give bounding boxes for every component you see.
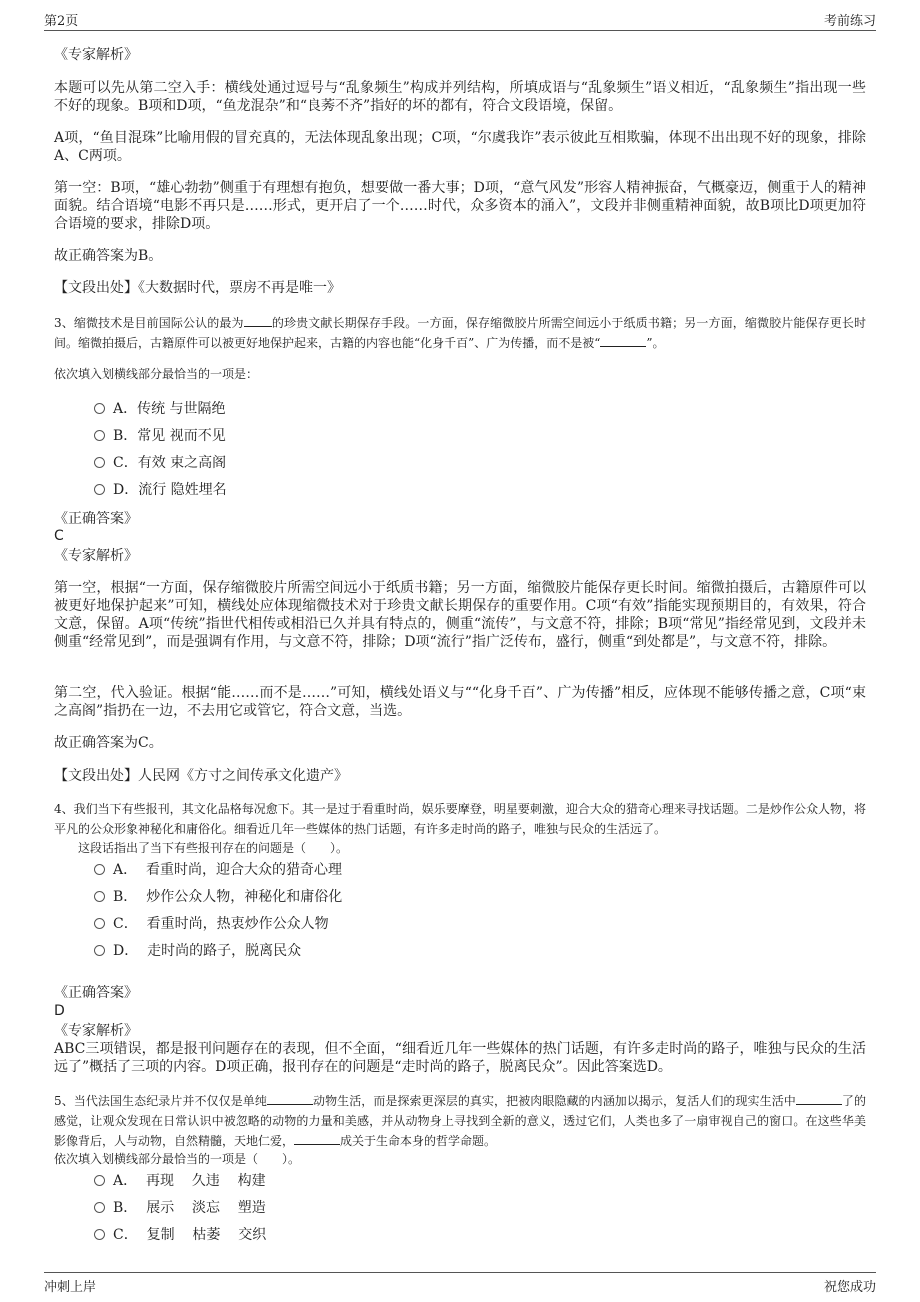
option-c[interactable]: C． 看重时尚，热衷炒作公众人物 <box>94 915 329 933</box>
option-b[interactable]: B．常见 视而不见 <box>94 427 226 445</box>
radio-icon[interactable] <box>94 457 105 468</box>
question-stem-4: 4、我们当下有些报刊，其文化品格每况愈下。其一是过于看重时尚，娱乐要摩登，明星要刺激，迎合大众的猎奇心理来寻找话题。二是炒作公众人物，将平凡的公众形象神秘化和庸俗化。细看近几年一些媒体的热门话题，有许多走时尚的路子，唯独与民众的生活远了。 <box>54 802 866 836</box>
option-a[interactable]: A． 再现 久违 构建 <box>94 1172 266 1190</box>
answer-title: 《正确答案》 <box>54 511 138 527</box>
radio-icon[interactable] <box>94 945 105 956</box>
answer-title: 《正确答案》 <box>54 985 138 1001</box>
answer-value: C <box>54 528 64 544</box>
option-a[interactable]: A． 看重时尚，迎合大众的猎奇心理 <box>94 861 342 879</box>
conclusion: 故正确答案为B。 <box>54 248 163 264</box>
question-stem-5: 5、当代法国生态纪录片并不仅仅是单纯 动物生活，而是探索更深层的真实，把被肉眼隐藏的内涵加以揭示，复活人们的现实生活中 了的感觉，让观众发现在日常认识中被忽略的动物的力量和美感，并从动物身上寻找到全新的意义，透过它们，人类也多了一扇审视自己的窗口。在这些华美影像背后，人与动物，自然精髓，天地仁爱， 成关于生命本身的哲学命题。 <box>54 1094 866 1148</box>
radio-icon[interactable] <box>94 484 105 495</box>
fill-blank <box>294 1132 340 1145</box>
analysis-paragraph: 本题可以先从第二空入手：横线处通过逗号与“乱象频生”构成并列结构，所填成语与“乱象频生”语义相近，“乱象频生”指出现一些不好的现象。B项和D项，“鱼龙混杂”和“良莠不齐”指好的坏的都有，符合文段语境，保留。 <box>54 80 866 114</box>
radio-icon[interactable] <box>94 864 105 875</box>
page-number: 第2页 <box>44 14 79 29</box>
footer-left-label: 冲刺上岸 <box>44 1280 97 1295</box>
analysis-paragraph: A项，“鱼目混珠”比喻用假的冒充真的，无法体现乱象出现；C项，“尔虞我诈”表示彼此互相欺骗，体现不出出现不好的现象，排除A、C两项。 <box>54 130 866 164</box>
question-prompt: 依次填入划横线部分最恰当的一项是： <box>54 367 259 381</box>
question-stem-3: 3、缩微技术是目前国际公认的最为 的珍贵文献长期保存手段。一方面，保存缩微胶片所需空间远小于纸质书籍；另一方面，缩微胶片能保存更长时间。缩微拍摄后，古籍原件可以被更好地保护起来，古籍的内容也能“化身千百”、广为传播，而不是被“ ”。 <box>54 316 866 350</box>
fill-blank <box>600 334 646 347</box>
option-b[interactable]: B． 展示 淡忘 塑造 <box>94 1199 266 1217</box>
fill-blank <box>796 1092 842 1105</box>
analysis-paragraph: 第一空：B项，“雄心勃勃”侧重于有理想有抱负，想要做一番大事；D项，“意气风发”形容人精神振奋，气概豪迈，侧重于人的精神面貌。结合语境“电影不再只是……形式，更开启了一个……时代，众多资本的涌入”，文段并非侧重精神面貌，故B项比D项更加符合语境的要求，排除D项。 <box>54 180 866 232</box>
fill-blank <box>267 1092 313 1105</box>
radio-icon[interactable] <box>94 430 105 441</box>
option-c[interactable]: C．有效 束之高阁 <box>94 454 226 472</box>
analysis-title: 《专家解析》 <box>54 47 138 63</box>
source: 【文段出处】《大数据时代，票房不再是唯一》 <box>54 280 341 296</box>
radio-icon[interactable] <box>94 1229 105 1240</box>
source: 【文段出处】人民网《方寸之间传承文化遗产》 <box>54 768 348 784</box>
analysis-title: 《专家解析》 <box>54 1023 138 1039</box>
analysis-paragraph: ABC三项错误，都是报刊问题存在的表现，但不全面，“细看近几年一些媒体的热门话题，有许多走时尚的路子，唯独与民众的生活远了”概括了三项的内容。D项正确，报刊存在的问题是“走时尚的路子，脱离民众”。因此答案选D。 <box>54 1041 866 1075</box>
footer-rule <box>44 1272 876 1273</box>
question-prompt: 这段话指出了当下有些报刊存在的问题是（ ）。 <box>78 841 349 855</box>
header-rule <box>44 30 876 31</box>
analysis-paragraph: 第一空，根据“一方面，保存缩微胶片所需空间远小于纸质书籍；另一方面，缩微胶片能保存更长时间。缩微拍摄后，古籍原件可以被更好地保护起来”可知，横线处应体现缩微技术对于珍贵文献长期保存的重要作用。C项“有效”指能实现预期目的，有效果，符合文意，保留。A项“传统”指世代相传或相沿已久并具有特点的，侧重“流传”，与文意不符，排除；B项“常见”指经常见到，文段并未侧重“经常见到”，而是强调有作用，与文意不符，排除；D项“流行”指广泛传布，盛行，侧重“到处都是”，与文意不符，排除。 <box>54 580 866 650</box>
page-footer <box>0 1272 920 1302</box>
option-d[interactable]: D．流行 隐姓埋名 <box>94 481 227 499</box>
conclusion: 故正确答案为C。 <box>54 735 163 751</box>
radio-icon[interactable] <box>94 918 105 929</box>
option-d[interactable]: D． 走时尚的路子，脱离民众 <box>94 942 301 960</box>
footer-right-label: 祝您成功 <box>823 1280 876 1295</box>
option-b[interactable]: B． 炒作公众人物，神秘化和庸俗化 <box>94 888 342 906</box>
option-a[interactable]: A．传统 与世隔绝 <box>94 400 226 418</box>
radio-icon[interactable] <box>94 891 105 902</box>
question-prompt: 依次填入划横线部分最恰当的一项是（ ）。 <box>54 1152 301 1166</box>
header-label: 考前练习 <box>823 14 876 29</box>
analysis-paragraph: 第二空，代入验证。根据“能……而不是……”可知，横线处语义与““化身千百”、广为传播”相反，应体现不能够传播之意，C项“束之高阁”指扔在一边，不去用它或管它，符合文意，当选。 <box>54 685 866 719</box>
page-header <box>0 0 920 32</box>
fill-blank <box>244 314 272 327</box>
analysis-title: 《专家解析》 <box>54 548 138 564</box>
answer-value: D <box>54 1003 65 1019</box>
radio-icon[interactable] <box>94 403 105 414</box>
radio-icon[interactable] <box>94 1175 105 1186</box>
radio-icon[interactable] <box>94 1202 105 1213</box>
option-c[interactable]: C． 复制 枯萎 交织 <box>94 1226 266 1244</box>
